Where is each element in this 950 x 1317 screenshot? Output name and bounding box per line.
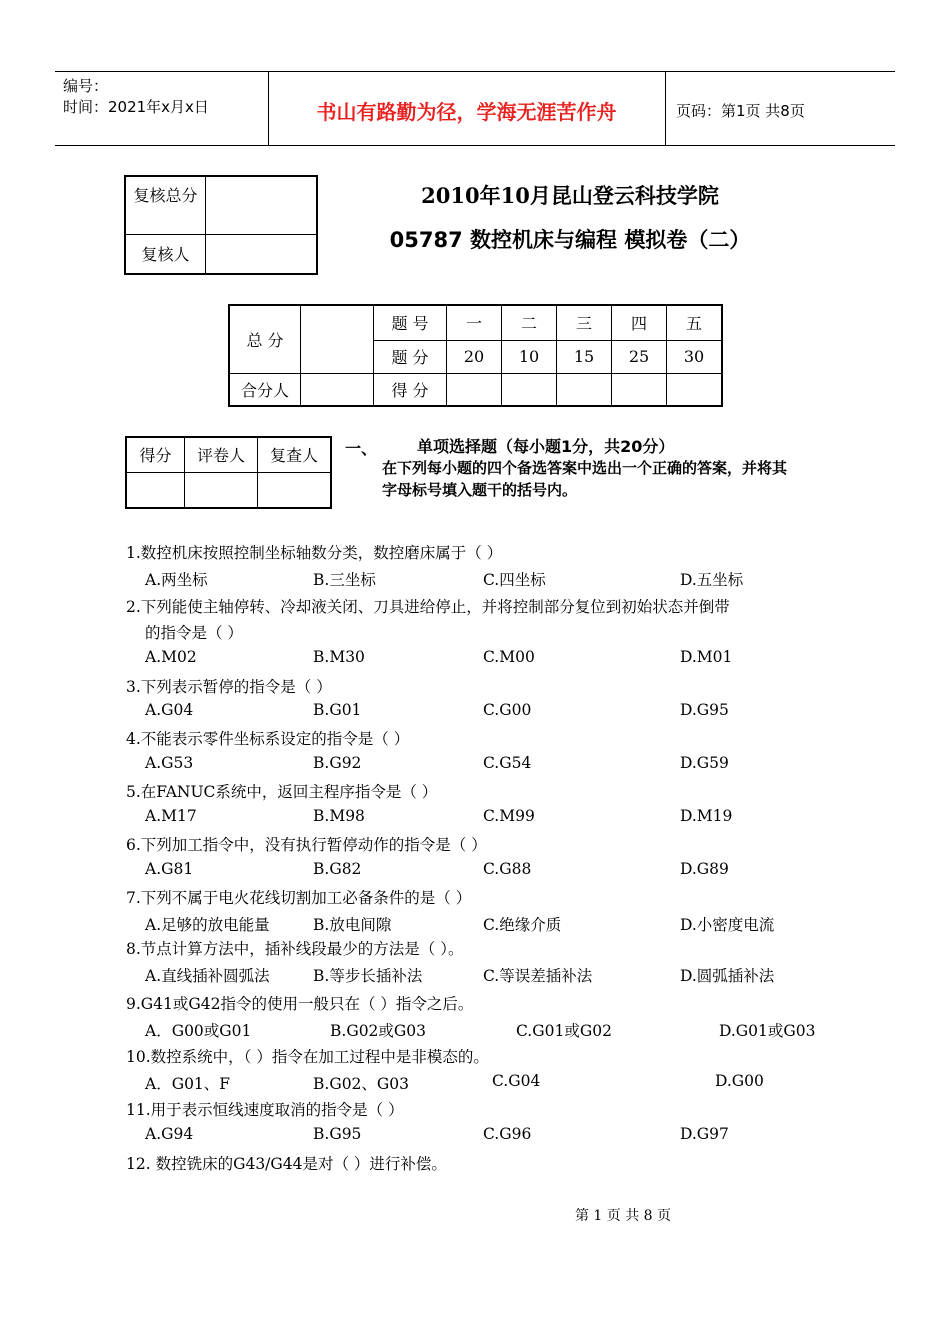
section-5: 五 bbox=[667, 305, 723, 340]
q3-option-c: C.G00 bbox=[483, 701, 532, 719]
q2-option-b: B.M30 bbox=[313, 648, 365, 666]
q11-option-c: C.G96 bbox=[483, 1125, 532, 1143]
q11-option-a: A.G94 bbox=[145, 1125, 194, 1143]
q7-option-d: D.小密度电流 bbox=[680, 916, 775, 934]
question-6: 6.下列加工指令中，没有执行暂停动作的指令是（ ） bbox=[126, 836, 487, 854]
q5-option-d: D.M19 bbox=[680, 807, 733, 825]
grade-score-label: 得分 bbox=[126, 437, 185, 472]
section-4: 四 bbox=[612, 305, 667, 340]
question-5: 5.在FANUC系统中，返回主程序指令是（ ） bbox=[126, 783, 438, 801]
section-title: 单项选择题（每小题1分，共20分） bbox=[417, 437, 675, 456]
question-2: 2.下列能使主轴停转、冷却液关闭、刀具进给停止，并将控制部分复位到初始状态并倒带 bbox=[126, 598, 730, 616]
q9-option-d: D.G01或G03 bbox=[719, 1022, 816, 1040]
q2-option-c: C.M00 bbox=[483, 648, 535, 666]
q2-option-d: D.M01 bbox=[680, 648, 733, 666]
q2-option-a: A.M02 bbox=[145, 648, 197, 666]
q4-option-b: B.G92 bbox=[313, 754, 362, 772]
points-3: 15 bbox=[557, 340, 612, 373]
header-divider-right bbox=[665, 71, 666, 145]
question-4: 4.不能表示零件坐标系设定的指令是（ ） bbox=[126, 730, 410, 748]
q10-option-b: B.G02、G03 bbox=[313, 1075, 410, 1093]
q6-option-b: B.G82 bbox=[313, 860, 362, 878]
question-3: 3.下列表示暂停的指令是（ ） bbox=[126, 678, 332, 696]
q10-option-a: A．G01、F bbox=[145, 1075, 231, 1093]
q8-option-d: D.圆弧插补法 bbox=[680, 967, 775, 985]
grade-grader-value bbox=[185, 472, 258, 508]
header-top-rule bbox=[55, 71, 895, 72]
q1-option-a: A.两坐标 bbox=[145, 571, 208, 589]
q5-option-b: B.M98 bbox=[313, 807, 365, 825]
reviewer-value bbox=[206, 234, 318, 274]
q8-option-b: B.等步长插补法 bbox=[313, 967, 423, 985]
q11-option-b: B.G95 bbox=[313, 1125, 362, 1143]
grade-grader-label: 评卷人 bbox=[185, 437, 258, 472]
q3-option-b: B.G01 bbox=[313, 701, 362, 719]
motto: 书山有路勤为径，学海无涯苦作舟 bbox=[316, 100, 617, 124]
q5-option-a: A.M17 bbox=[145, 807, 197, 825]
score-table bbox=[228, 304, 723, 407]
grade-table bbox=[125, 436, 332, 509]
points-4: 25 bbox=[612, 340, 667, 373]
grade-checker-label: 复查人 bbox=[258, 437, 332, 472]
question-2-cont: 的指令是（ ） bbox=[145, 624, 243, 642]
question-8: 8.节点计算方法中，插补线段最少的方法是（ ）。 bbox=[126, 940, 464, 958]
points-label: 题 分 bbox=[374, 340, 447, 373]
question-11: 11.用于表示恒线速度取消的指令是（ ） bbox=[126, 1101, 404, 1119]
earned-label: 得 分 bbox=[374, 373, 447, 406]
time-label: 时间：2021年x月x日 bbox=[63, 98, 209, 116]
q1-option-c: C.四坐标 bbox=[483, 571, 546, 589]
review-total-label: 复核总分 bbox=[125, 176, 206, 234]
points-5: 30 bbox=[667, 340, 723, 373]
points-1: 20 bbox=[447, 340, 502, 373]
q10-option-d: D.G00 bbox=[715, 1072, 764, 1090]
total-value bbox=[301, 305, 374, 373]
q5-option-c: C.M99 bbox=[483, 807, 535, 825]
question-no-label: 题 号 bbox=[374, 305, 447, 340]
q1-option-d: D.五坐标 bbox=[680, 571, 744, 589]
earned-5 bbox=[667, 373, 723, 406]
q9-option-a: A．G00或G01 bbox=[145, 1022, 252, 1040]
review-total-value bbox=[206, 176, 318, 234]
earned-3 bbox=[557, 373, 612, 406]
question-9: 9.G41或G42指令的使用一般只在（ ）指令之后。 bbox=[126, 995, 474, 1013]
q1-option-b: B.三坐标 bbox=[313, 571, 376, 589]
q10-option-c: C.G04 bbox=[492, 1072, 541, 1090]
combiner-label: 合分人 bbox=[229, 373, 301, 406]
q8-option-c: C.等误差插补法 bbox=[483, 967, 593, 985]
grade-checker-value bbox=[258, 472, 332, 508]
grade-score-value bbox=[126, 472, 185, 508]
q3-option-d: D.G95 bbox=[680, 701, 729, 719]
q3-option-a: A.G04 bbox=[145, 701, 194, 719]
total-label: 总 分 bbox=[229, 305, 301, 373]
exam-title-line1: 2010年10月昆山登云科技学院 bbox=[421, 183, 719, 208]
header-bottom-rule bbox=[55, 145, 895, 146]
q4-option-d: D.G59 bbox=[680, 754, 729, 772]
review-box bbox=[124, 175, 318, 275]
q9-option-c: C.G01或G02 bbox=[516, 1022, 612, 1040]
combiner-value bbox=[301, 373, 374, 406]
q6-option-c: C.G88 bbox=[483, 860, 532, 878]
section-3: 三 bbox=[557, 305, 612, 340]
q6-option-d: D.G89 bbox=[680, 860, 729, 878]
section-number: 一、 bbox=[345, 439, 378, 458]
q7-option-c: C.绝缘介质 bbox=[483, 916, 562, 934]
q7-option-b: B.放电间隙 bbox=[313, 916, 392, 934]
reviewer-label: 复核人 bbox=[125, 234, 206, 274]
points-2: 10 bbox=[502, 340, 557, 373]
number-label: 编号： bbox=[63, 77, 109, 95]
q4-option-c: C.G54 bbox=[483, 754, 532, 772]
question-7: 7.下列不属于电火花线切割加工必备条件的是（ ） bbox=[126, 889, 472, 907]
q7-option-a: A.足够的放电能量 bbox=[145, 916, 270, 934]
earned-2 bbox=[502, 373, 557, 406]
earned-4 bbox=[612, 373, 667, 406]
q11-option-d: D.G97 bbox=[680, 1125, 729, 1143]
section-description: 在下列每小题的四个备选答案中选出一个正确的答案，并将其字母标号填入题干的括号内。 bbox=[382, 459, 788, 499]
exam-title-line2: 05787 数控机床与编程 模拟卷（二） bbox=[389, 228, 751, 252]
earned-1 bbox=[447, 373, 502, 406]
section-1: 一 bbox=[447, 305, 502, 340]
page-footer: 第 1 页 共 8 页 bbox=[574, 1208, 672, 1224]
q8-option-a: A.直线插补圆弧法 bbox=[145, 967, 270, 985]
q4-option-a: A.G53 bbox=[145, 754, 194, 772]
q6-option-a: A.G81 bbox=[145, 860, 194, 878]
header-meta bbox=[63, 76, 209, 118]
question-1: 1.数控机床按照控制坐标轴数分类，数控磨床属于（ ） bbox=[126, 544, 503, 562]
section-2: 二 bbox=[502, 305, 557, 340]
question-12: 12. 数控铣床的G43/G44是对（ ）进行补偿。 bbox=[126, 1155, 447, 1173]
q9-option-b: B.G02或G03 bbox=[330, 1022, 427, 1040]
question-10: 10.数控系统中，（ ）指令在加工过程中是非模态的。 bbox=[126, 1048, 489, 1066]
page-info: 页码：第1页 共8页 bbox=[676, 102, 805, 120]
